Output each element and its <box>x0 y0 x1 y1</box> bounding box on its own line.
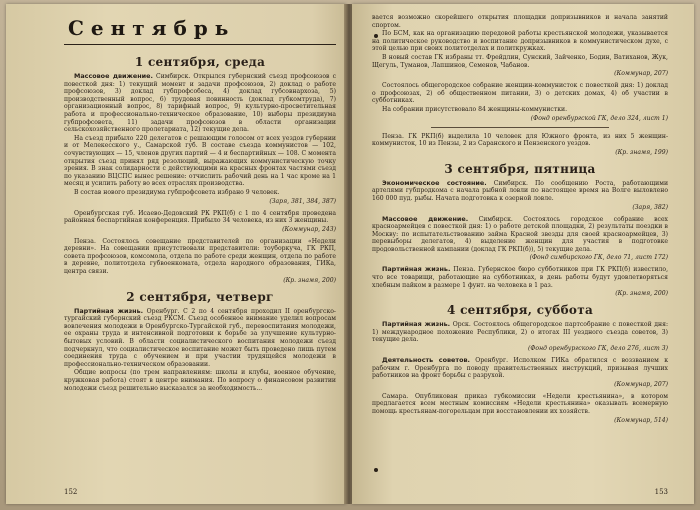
bullet-mark <box>374 468 378 472</box>
source-citation: (Кр. знамя, 200) <box>283 276 336 284</box>
entry-text: Симбирск. Открылся губернский съезд профсоюзов с повесткой дня: 1) текущий момент и задачи профсоюзов, 2) доклад о работе профсоюзов, 3) доклад губпрофсобеса, 4) доклад губсовнархоза, 5) производственный вопрос, 6) трудовая повинность (доклад губкомтруда), 7) организационный вопрос, 8) тарифный вопрос, 9) культурно-просветительная работа и профессионально-техническое образование, 10) выборы президиума губпрофсовета, 11) задачи профсоюзов в области организации сельскохозяйственного пролетариата, 12) текущие дела. <box>64 73 337 134</box>
section-label: Деятельность советов. <box>382 356 470 365</box>
entry-paragraph: На собрании присутствовало 84 женщины-коммунистки. <box>382 105 568 113</box>
entry-paragraph: Оренбургская губ. Исаево-Дедовский РК РКП(б) с 1 по 4 сентября проведена районная беспартийная конференция. Прибыло 34 человека, из них 3 женщины. <box>64 209 336 225</box>
separator-rule <box>431 127 609 128</box>
date-heading: 1 сентября, среда <box>134 55 266 69</box>
entry-paragraph: Самара. Опубликован приказ губкомиссии «Недели крестьянина», в котором предлагается всем местным комиссиям «Недели крестьянина» оказывать всемерную помощь крестьянам-погорельцам при восстановлении их хозяйств. <box>372 392 668 415</box>
entry-paragraph: Пенза. ГК РКП(б) выделила 10 человек для Южного фронта, из них 5 женщин-коммунисток, 10 из Пензы, 2 из Саранского и Пензенского уездов. <box>372 132 668 148</box>
source-citation: (Заря, 382) <box>632 203 668 211</box>
date-heading: 2 сентября, четверг <box>126 289 274 304</box>
entry-paragraph <box>64 308 336 369</box>
entry-text: Оренбург. С 2 по 4 сентября проходил II оренбургско-тургайский губернский съезд РКСМ. Съезд особенное внимание уделил вопросам вовлечения молодежи в Оренбургско-Тургайской губ., перевоспитания молодежи, ее охраны труда и интенсивной подготовки к борьбе за улучшение культурно-бытовых условий. В области социалистического воспитания молодежи съезд подчеркнул, что социалистическое воспитание может быть проведено лишь путем соединения труда с обучением и при участии трудящейся молодежи в профессионально-техническом образовании. <box>64 307 336 368</box>
source-citation: (Коммунар, 207) <box>614 70 668 78</box>
section-label: Партийная жизнь. <box>382 265 451 274</box>
entry-paragraph: По БСМ, как на организацию передовой работы крестьянской молодежи, указывается на политическое руководство и воспитание допризывников в коммунистическом духе, с этой целью при своих политотделах и политкружках. <box>372 30 668 53</box>
left-page <box>6 4 346 504</box>
source-citation: (Фонд оренбургского ГК, дело 276, лист 3) <box>527 345 668 353</box>
entry-paragraph <box>64 73 336 134</box>
entry-paragraph: На съезд прибыло 220 делегатов с решающим голосом от всех уездов губернии и от Мелекесского у., Самарской губ. В составе съезда коммунистов — 102, сочувствующих — 15, членов других партий — 4 и беспартийных — 108. С момента открытия съезд принял ряд резолюций, выражающих коммунистическую точку зрения. В знак солидарности с действующими на красных фронтах частями съезд по указанию ВЦСПС вынес решение: отчислить рабочий день на 1 час кроме на 1 месяц и усилить работу во всех отраслях производства. <box>64 134 336 188</box>
entry-paragraph: Пенза. Состоялось совещание представителей по организации «Недели деревни». На совещании присутствовали представители: тоуборкуча, ГК РКП, совета профсоюзов, комсомола, отдела по работе среди женщин, отдела по работе в деревне, политотдела губвоенкомата, отдела народного образования, ГИКа, центра связи. <box>64 237 336 276</box>
section-label: Массовое движение. <box>382 214 469 223</box>
entry-paragraph <box>372 180 668 203</box>
month-title: Сентябрь <box>68 16 236 40</box>
section-label: Массовое движение. <box>74 72 153 80</box>
page-number: 153 <box>654 488 668 496</box>
bullet-mark <box>374 34 378 38</box>
header-rule <box>64 44 336 45</box>
entry-paragraph <box>372 216 668 254</box>
entry-paragraph: вается возможно скорейшего открытия площадки допризывников и начала занятий спортом. <box>372 14 668 29</box>
section-label: Экономическое состояние. <box>382 178 487 187</box>
page-number: 152 <box>64 488 78 496</box>
entry-paragraph: Состоялось общегородское собрание женщин-коммунисток с повесткой дня: 1) доклад о профсоюзах, 2) об общественном питании, 3) о детских домах, 4) об участии в субботниках. <box>372 82 668 105</box>
entry-text: Орск. Состоялось общегородское партсобрание с повесткой дня: 1) международное положение Республики, 2) о итогах III уездного съезда советов, 3) текущие дела. <box>372 321 668 344</box>
date-heading: 3 сентября, пятница <box>444 161 596 176</box>
source-citation: (Коммунар, 243) <box>282 225 336 233</box>
entry-paragraph: Общие вопросы (по трем направлениям: школы и клубы, военное обучение, кружковая работа) стоят в центре внимания. По вопросу о финансовом развитии молодежи съезд решительно высказался за необходимость... <box>64 369 336 392</box>
date-heading: 4 сентября, суббота <box>446 303 594 318</box>
entry-paragraph: В состав нового президиума губпрофсовета избрано 9 человек. <box>74 188 280 196</box>
entry-text: Пенза. Губернское бюро субботников при ГК РКП(б) известило, что все товарищи, работающие на субботниках, в день работы будут удовлетворяться хлебным пайком в размере 1 фунт. на человека в 1 раз. <box>372 266 668 289</box>
source-citation: (Фонд оренбургской ГК, дело 324, лист 1) <box>530 114 668 122</box>
source-citation: (Заря, 381, 384, 387) <box>269 197 336 205</box>
entry-text: Симбирск. По сообщению Роста, работающими артелями губпродкома с начала рыбной ловли по настоящее время на Волге выловлено 160 000 пуд. рыбы. Начата подготовка к озерной ловле. <box>372 179 669 202</box>
right-page <box>352 4 694 504</box>
section-label: Партийная жизнь. <box>382 320 451 329</box>
source-citation: (Коммунар, 207) <box>614 380 668 388</box>
source-citation: (Кр. знамя, 200) <box>615 290 668 298</box>
source-citation: (Кр. знамя, 199) <box>615 148 668 156</box>
entry-text: Оренбург. Исполком ГИКа обратился с воззванием к рабочим г. Оренбурга по поводу правительственных инструкций, призывая лучших работников на фронт борьбы с разрухой. <box>372 357 669 380</box>
entry-paragraph <box>372 321 668 344</box>
entry-paragraph <box>372 266 668 289</box>
entry-paragraph: В новый состав ГК избраны тт. Фрейдлин, Сунский, Зайченко, Бодин, Ватиханов, Жук, Щегуль, Туманов, Лапшинов, Семенов, Чабанов. <box>372 53 668 69</box>
section-label: Партийная жизнь. <box>74 306 144 315</box>
source-citation: (Фонд симбирского ГК, дело 71, лист 172) <box>529 254 668 262</box>
source-citation: (Коммунар, 514) <box>614 416 668 424</box>
entry-text: Симбирск. Состоялось городское собрание всех красноармейцев с повесткой дня: 1) о работе детской площадки, 2) результаты поездки в Москву: по испытательствованию займа Красной звезды для своей красноармейцев, 3) перевыборы делегатов, 4) выделение женщин для участия в подготовке продовольственной кампании (доклад ГК РКП(б)), 5) текущие дела. <box>372 215 668 253</box>
open-book <box>6 4 694 506</box>
entry-paragraph <box>372 357 668 380</box>
